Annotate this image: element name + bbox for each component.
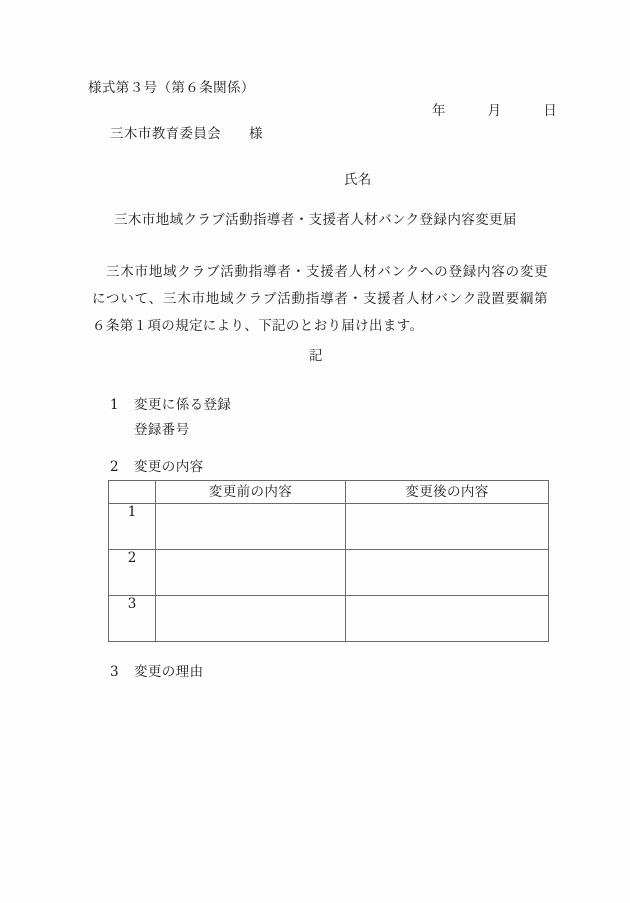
table-row	[109, 596, 549, 642]
table-header-after: 変更後の内容	[346, 481, 549, 504]
section-1-label: 変更に係る登録	[134, 397, 232, 413]
name-label: 氏名	[344, 172, 372, 188]
ki-mark: 記	[309, 348, 323, 364]
addressee: 三木市教育委員会 様	[110, 126, 263, 142]
table-row	[109, 504, 549, 550]
table-header-before: 変更前の内容	[156, 481, 346, 504]
cell-after[interactable]	[346, 596, 549, 642]
change-content-table	[108, 480, 549, 642]
date-line: 年 月 日	[432, 103, 558, 119]
cell-after[interactable]	[346, 550, 549, 596]
cell-before[interactable]	[156, 550, 346, 596]
section-1-number: 1	[110, 397, 119, 413]
document-title: 三木市地域クラブ活動指導者・支援者人材バンク登録内容変更届	[114, 212, 517, 228]
row-number: 1	[109, 504, 156, 550]
row-number: 2	[109, 550, 156, 596]
table-row	[109, 550, 549, 596]
row-number: 3	[109, 596, 156, 642]
table-header-corner	[109, 481, 156, 504]
section-3-number: 3	[110, 664, 119, 680]
section-2-label: 変更の内容	[134, 459, 204, 475]
cell-after[interactable]	[346, 504, 549, 550]
body-paragraph: 三木市地域クラブ活動指導者・支援者人材バンクへの登録内容の変更について、三木市地域クラブ活動指導者・支援者人材バンク設置要綱第６条第１項の規定により、下記のとおり届け出ます。	[92, 264, 548, 334]
form-number: 様式第３号（第６条関係）	[88, 80, 255, 96]
cell-before[interactable]	[156, 504, 346, 550]
cell-before[interactable]	[156, 596, 346, 642]
section-3-label: 変更の理由	[134, 664, 204, 680]
section-2-number: 2	[110, 459, 119, 475]
table-header-row	[109, 481, 549, 504]
section-1-subline: 登録番号	[134, 422, 190, 438]
